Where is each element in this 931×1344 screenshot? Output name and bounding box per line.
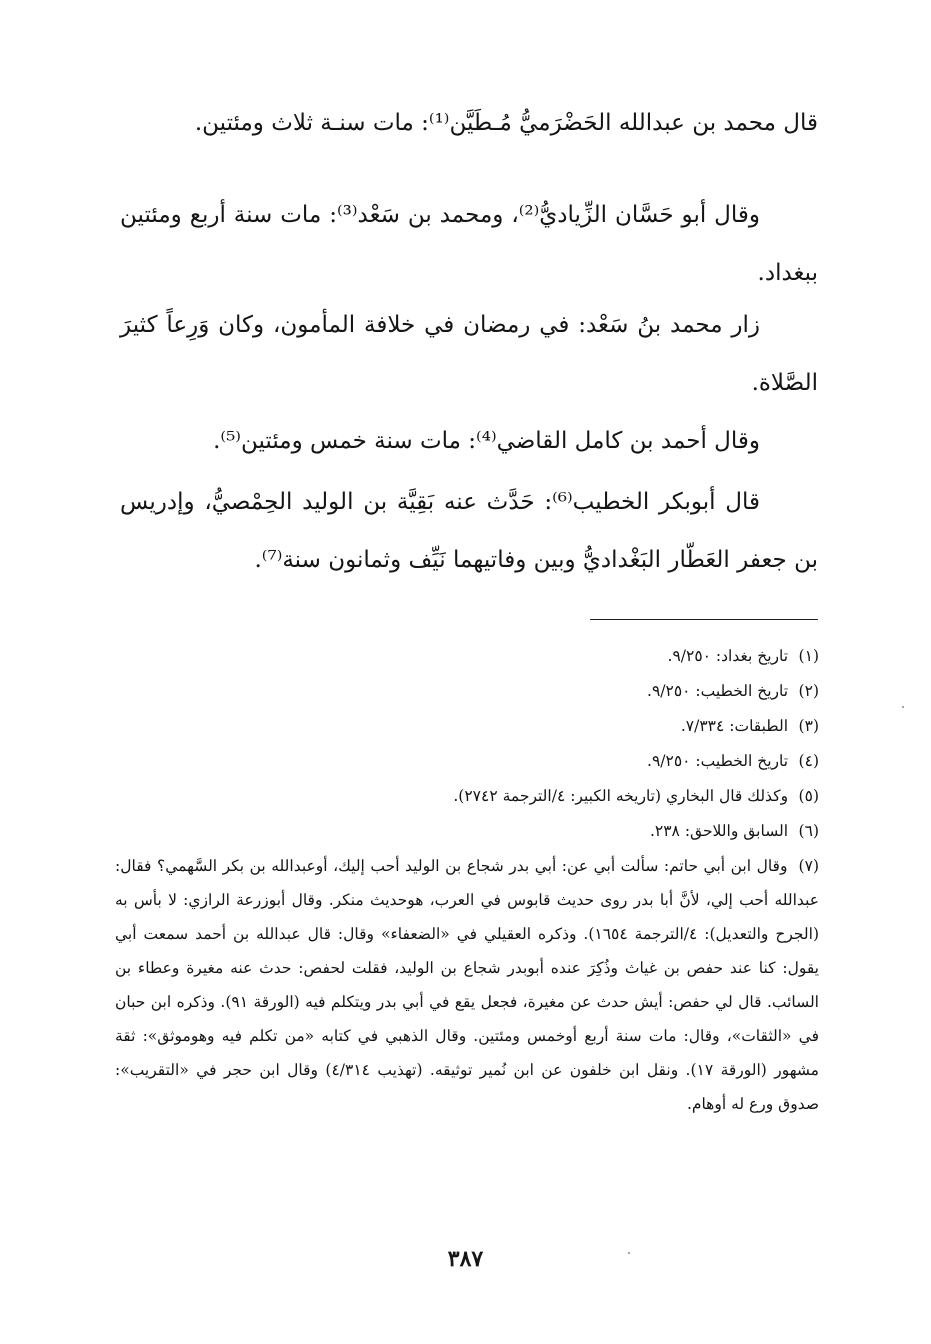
footnote-text: السابق واللاحق: ٢٣٨. <box>649 822 789 840</box>
footnote-4 <box>115 744 819 778</box>
footnote-1 <box>115 639 819 673</box>
paragraph-5: قال أبوبكر الخطيب⁽⁶⁾: حَدَّث عنه بَقِيَّة بن الوليد الحِمْصيُّ، وإدريس بن جعفر العَطّار البَغْداديُّ وبين وفاتيهما نَيِّف وثمانون سنة⁽⁷⁾. <box>120 489 818 573</box>
footnote-number: (٢) <box>798 682 819 700</box>
footnote-3 <box>115 709 819 743</box>
paragraph-4: وقال أحمد بن كامل القاضي⁽⁴⁾: مات سنة خمس ومئتين⁽⁵⁾. <box>213 428 760 454</box>
footnote-number: (٦) <box>798 822 819 840</box>
scan-speck <box>902 706 904 708</box>
footnote-6 <box>115 814 819 848</box>
footnote-number: (١) <box>798 647 819 665</box>
footnote-text: تاريخ الخطيب: ٩/٢٥٠. <box>647 682 789 700</box>
footnote-text: وقال ابن أبي حاتم: سألت أبي عن: أبي بدر شجاع بن الوليد أحب إليك، أوعبدالله بن بكر السَّهمي؟ فقال: عبدالله أحب إلي، لأنَّ أبا بدر روى حديث قابوس في العرب، هوحديث منكر. وقال أبوزرعة الرازي: لا بأس به (الجرح والتعديل): ٤/الترجمة ١٦٥٤). وذكره العقيلي في «الضعفاء» وقال: قال عبدالله بن أحمد سمعت أبي يقول: كنا عند حفص بن غياث وذُكِرَ عنده أبوبدر شجاع بن الوليد، فقلت لحفص: حدث عنه مغيرة وعطاء بن السائب. قال لي حفص: أيش حدث عن مغيرة، فجعل يقع في أبي بدر ويتكلم فيه (الورقة ٩١). وذكره ابن حبان في «الثقات»، وقال: مات سنة أربع أوخمس ومئتين. وقال الذهبي في كتابه «من تكلم فيه وهوموثق»: ثقة مشهور (الورقة ١٧). ونقل ابن خلفون عن ابن نُمير توثيقه. (تهذيب ٤/٣١٤) وقال ابن حجر في «التقريب»: صدوق ورع له أوهام. <box>115 857 820 1113</box>
paragraph-2: وقال أبو حَسَّان الزِّياديُّ⁽²⁾، ومحمد بن سَعْد⁽³⁾: مات سنة أربع ومئتين ببغداد. <box>120 202 818 286</box>
footnote-text: الطبقات: ٧/٣٣٤. <box>680 717 789 735</box>
footnote-2 <box>115 674 819 708</box>
footnote-text: وكذلك قال البخاري (تاريخه الكبير: ٤/الترجمة ٢٧٤٢). <box>453 787 789 805</box>
footnote-5 <box>115 779 819 813</box>
footnote-number: (٣) <box>798 717 819 735</box>
footnote-text: تاريخ بغداد: ٩/٢٥٠. <box>667 647 789 665</box>
footnote-separator <box>590 619 818 620</box>
footnote-number: (٤) <box>798 752 819 770</box>
footnote-number: (٧) <box>798 857 819 875</box>
footnote-7 <box>115 849 819 1121</box>
footnote-number: (٥) <box>798 787 819 805</box>
paragraph-1: قال محمد بن عبدالله الحَضْرَميُّ مُـطَيَّن⁽¹⁾: مات سنـة ثلاث ومئتين. <box>194 110 818 136</box>
page-number: ٣٨٧ <box>447 1246 484 1272</box>
scan-speck <box>628 1252 630 1254</box>
footnote-text: تاريخ الخطيب: ٩/٢٥٠. <box>647 752 789 770</box>
paragraph-3: زار محمد بنُ سَعْد: في رمضان في خلافة المأمون، وكان وَرِعاً كثيرَ الصَّلاة. <box>120 312 818 396</box>
